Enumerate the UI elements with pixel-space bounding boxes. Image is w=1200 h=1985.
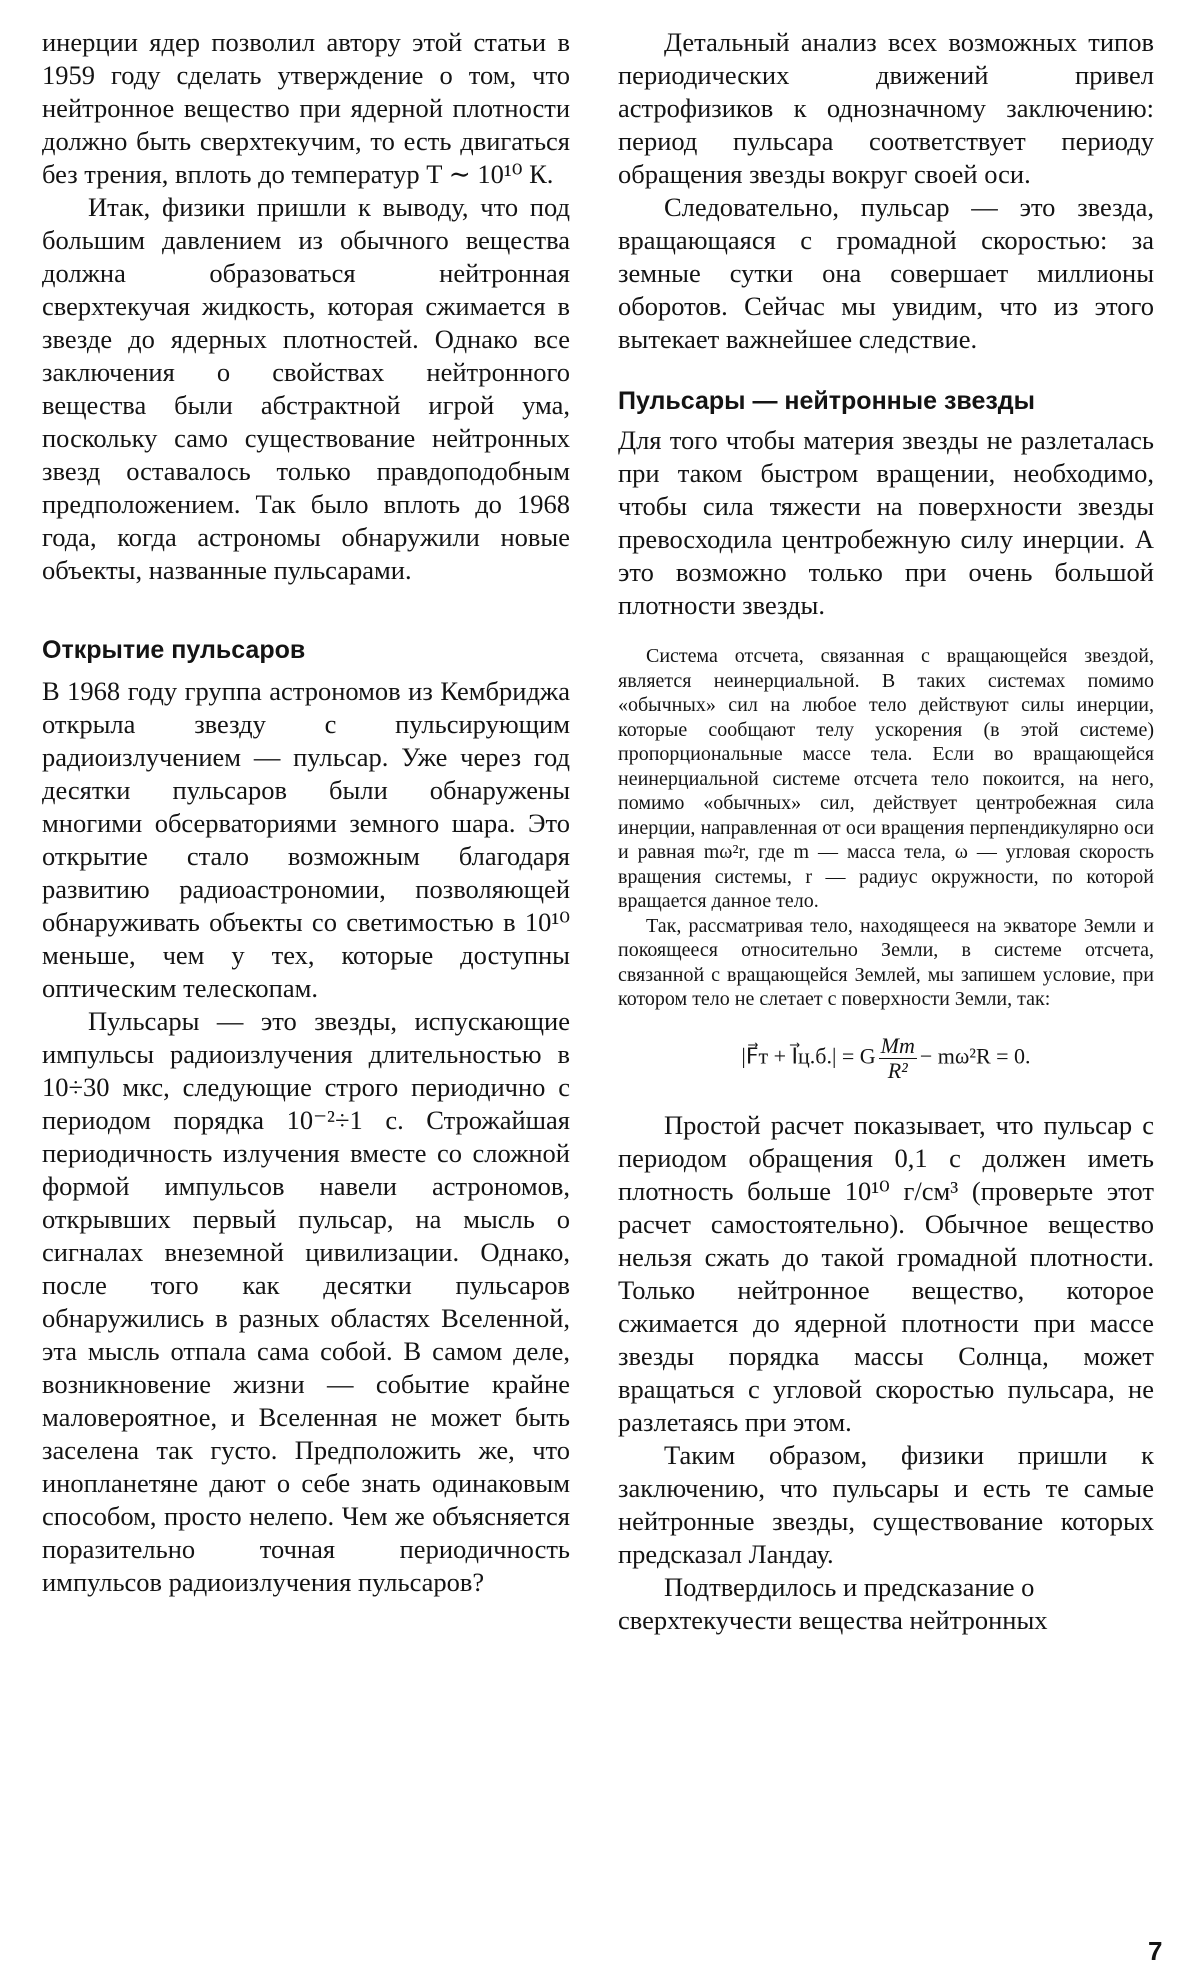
- paragraph: инерции ядер позволил автору этой статьи в 1959 году сделать утверждение о том, что нейтронное вещество при ядерной плотности должно быть сверхтекучим, то есть двигаться без трения, вплоть до температур T ∼ 10¹⁰ К.: [42, 27, 570, 189]
- paragraph: В 1968 году группа астрономов из Кембриджа открыла звезду с пульсирующим радиоизлучением — пульсар. Уже через год десятки пульсаров были обнаружены многими обсерваториями земного шара. Это открытие стало возможным благодаря развитию радиоастрономии, позволяющей обнаруживать объекты со светимостью в 10¹⁰ меньше, чем у тех, которые доступны оптическим телескопам.: [42, 676, 570, 1003]
- paragraph: Детальный анализ всех возможных типов периодических движений привел астрофизиков к однозначному заключению: период пульсара соответствует периоду обращения звезды вокруг своей оси.: [618, 27, 1154, 189]
- formula-rhs: − mω²R = 0.: [919, 1043, 1031, 1069]
- formula-numerator: Mm: [880, 1032, 915, 1058]
- paragraph: Следовательно, пульсар — это звезда, вращающаяся с громадной скоростью: за земные сутки она совершает миллионы оборотов. Сейчас мы увидим, что из этого вытекает важнейшее следствие.: [618, 192, 1154, 354]
- formula: [618, 1034, 1154, 1083]
- right-column: [618, 26, 1154, 1637]
- page-number: 7: [1148, 1936, 1163, 1966]
- paragraph: Пульсары — это звезды, испускающие импульсы радиоизлучения длительностью в 10÷30 мкс, следующие строго периодично с периодом порядка 10⁻²÷1 с. Строжайшая периодичность излучения вместе со сложной формой импульсов навели астрономов, открывших первый пульсар, на мысль о сигналах внеземной цивилизации. Однако, после того как десятки пульсаров обнаружились в разных областях Вселенной, эта мысль отпала сама собой. В самом деле, возникновение жизни — событие крайне маловероятное, и Вселенная не может быть заселена так густо. Предположить же, что инопланетяне дают о себе знать одинаковым способом, просто нелепо. Чем же объясняется поразительно точная периодичность импульсов радиоизлучения пульсаров?: [42, 1006, 570, 1597]
- formula-lhs: |F⃗т + I⃗ц.б.| = G: [741, 1043, 876, 1069]
- sidebar-note: Система отсчета, связанная с вращающейся звездой, является неинерциальной. В таких системах помимо «обычных» сил на любое тело действуют силы инерции, которые сообщают телу ускорения (в этой системе) пропорциональные массе тела. Если во вращающейся неинерциальной системе отсчета тело покоится, на него, помимо «обычных» сил, действует центробежная сила инерции, направленная от оси вращения перпендикулярно оси и равная mω²r, где m — масса тела, ω — угловая скорость вращения системы, r — радиус окружности, по которой вращается данное тело.: [618, 645, 1154, 912]
- paragraph: Таким образом, физики пришли к заключению, что пульсары и есть те самые нейтронные звезды, существование которых предсказал Ландау.: [618, 1439, 1154, 1569]
- left-column: [42, 26, 570, 1599]
- paragraph: Для того чтобы материя звезды не разлеталась при таком быстром вращении, необходимо, чтобы сила тяжести на поверхности звезды превосходила центробежную силу инерции. А это возможно только при очень большой плотности звезды.: [618, 425, 1154, 620]
- paragraph: Подтвердилось и предсказание о сверхтекучести вещества нейтронных: [618, 1571, 1048, 1635]
- formula-denominator: R²: [887, 1057, 908, 1083]
- formula-fraction: [879, 1034, 917, 1083]
- section-heading: Открытие пульсаров: [42, 636, 306, 664]
- paragraph: Итак, физики пришли к выводу, что под большим давлением из обычного вещества должна образоваться нейтронная сверхтекучая жидкость, которая сжимается в звезде до ядерных плотностей. Однако все заключения о свойствах нейтронного вещества были абстрактной игрой ума, поскольку само существование нейтронных звезд оставалось только правдоподобным предположением. Так было вплоть до 1968 года, когда астрономы обнаружили новые объекты, названные пульсарами.: [42, 192, 570, 585]
- section-heading: Пульсары — нейтронные звезды: [618, 387, 1035, 415]
- sidebar-note: Так, рассматривая тело, находящееся на экваторе Земли и покоящееся относительно Земли, в системе отсчета, связанной с вращающейся Землей, мы запишем условие, при котором тело не слетает с поверхности Земли, так:: [618, 914, 1154, 1010]
- paragraph: Простой расчет показывает, что пульсар с периодом обращения 0,1 с должен иметь плотность больше 10¹⁰ г/см³ (проверьте этот расчет самостоятельно). Обычное вещество нельзя сжать до такой громадной плотности. Только нейтронное вещество, которое сжимается до ядерной плотности при массе звезды порядка массы Солнца, может вращаться с угловой скоростью пульсара, не разлетаясь при этом.: [618, 1109, 1154, 1437]
